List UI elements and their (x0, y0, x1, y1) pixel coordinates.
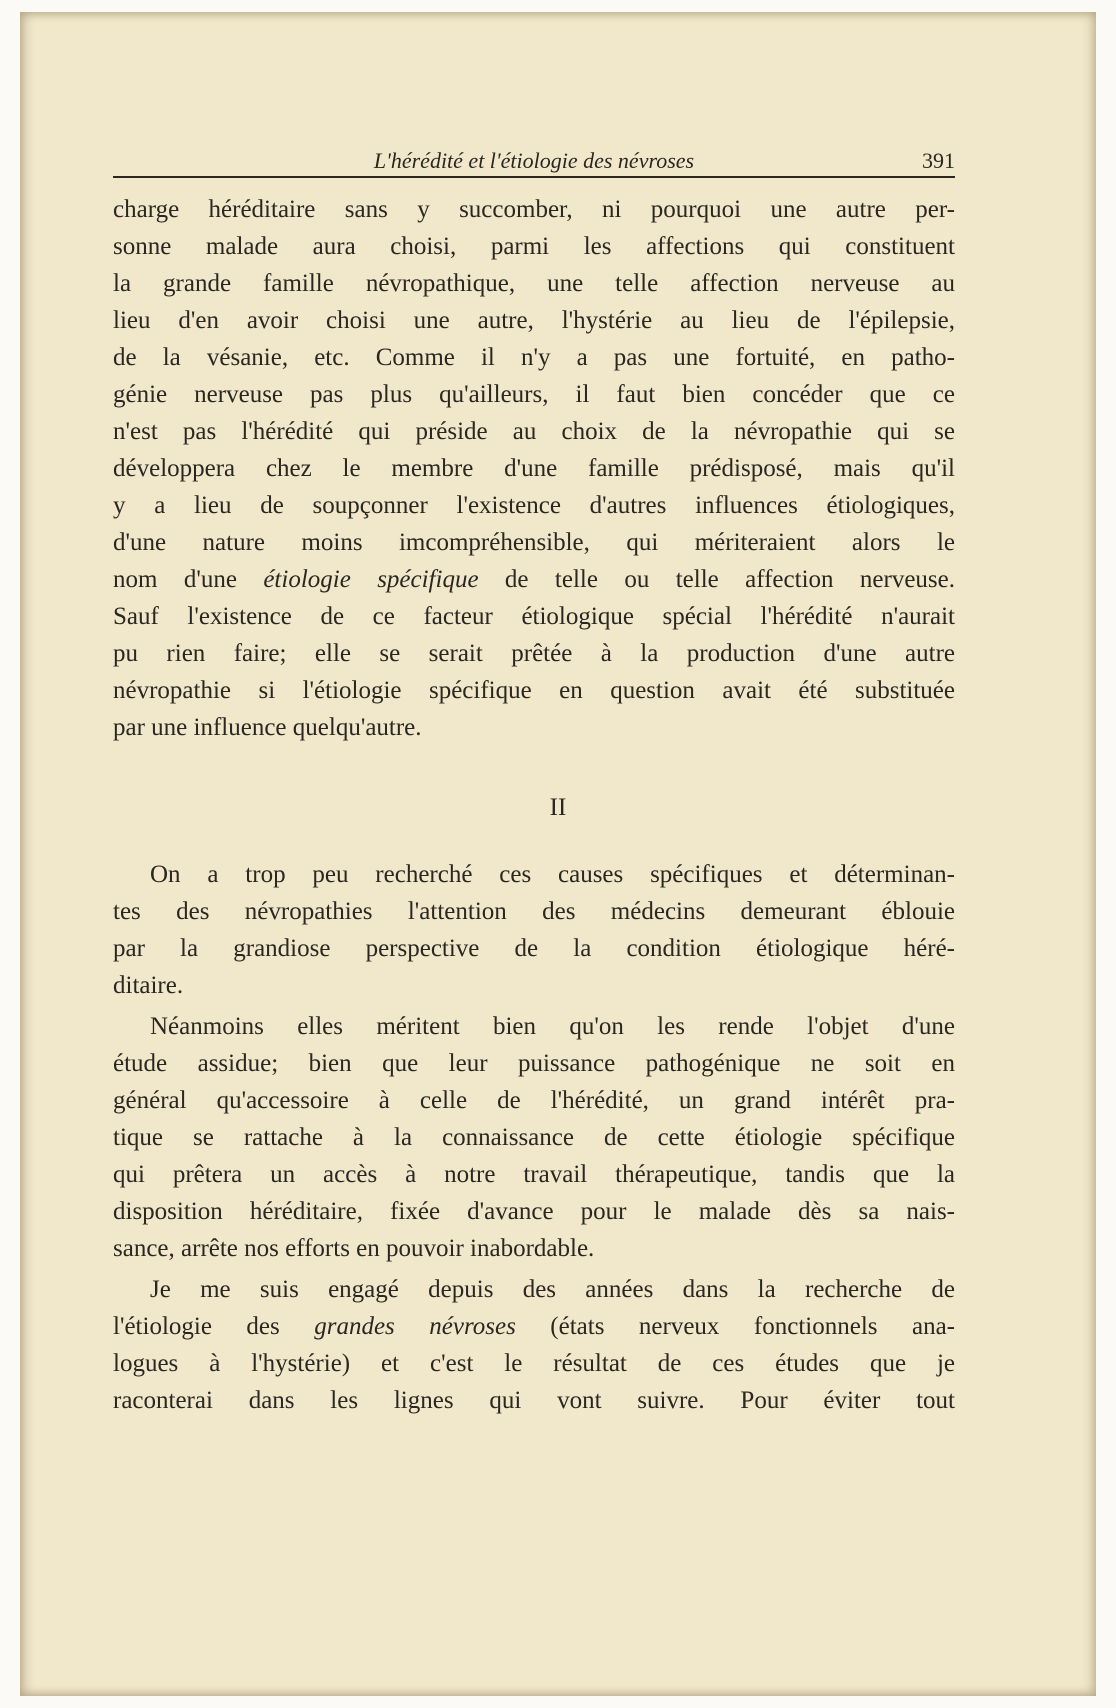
text-line (113, 306, 955, 336)
text-segment: la grande famille névropathique, une telle affection nerveuse au (113, 270, 955, 297)
text-line (113, 1123, 955, 1153)
text-line (113, 491, 955, 521)
italic-term: étiologie spécifique (263, 566, 479, 593)
text-line (113, 417, 955, 447)
text-line (113, 343, 955, 373)
text-segment: ditaire. (113, 972, 184, 999)
text-segment: charge héréditaire sans y succomber, ni pourquoi une autre per- (113, 196, 955, 223)
text-segment: étude assidue; bien que leur puissance pathogénique ne soit en (113, 1050, 955, 1077)
text-line (113, 897, 955, 927)
text-line (113, 195, 955, 225)
text-line (113, 1197, 955, 1227)
text-segment: (états nerveux fonctionnels ana- (515, 1313, 955, 1340)
text-line (113, 269, 955, 299)
text-line (113, 1086, 955, 1116)
text-segment: tique se rattache à la connaissance de cette étiologie spécifique (113, 1124, 955, 1151)
text-segment: général qu'accessoire à celle de l'hérédité, un grand intérêt pra- (113, 1087, 955, 1114)
text-line (113, 565, 955, 595)
text-segment: sonne malade aura choisi, parmi les affections qui constituent (113, 233, 955, 260)
text-line (113, 1234, 955, 1264)
text-segment: n'est pas l'hérédité qui préside au choix de la névropathie qui se (113, 418, 955, 445)
text-segment: l'étiologie des (113, 1313, 315, 1340)
page-number: 391 (922, 148, 955, 173)
text-segment: nom d'une (113, 566, 264, 593)
text-segment: d'une nature moins imcompréhensible, qui mériteraient alors le (113, 529, 955, 556)
text-segment: tes des névropathies l'attention des médecins demeurant éblouie (113, 898, 955, 925)
text-segment: disposition héréditaire, fixée d'avance pour le malade dès sa nais- (113, 1198, 955, 1225)
text-line (113, 232, 955, 262)
text-line (150, 860, 955, 890)
text-line (150, 1275, 955, 1305)
text-line (113, 971, 955, 1001)
text-segment: Je me suis engagé depuis des années dans la recherche de (150, 1276, 955, 1303)
text-line (113, 1349, 955, 1379)
text-line (113, 676, 955, 706)
text-segment: développera chez le membre d'une famille prédisposé, mais qu'il (113, 455, 955, 482)
running-header (113, 150, 955, 178)
text-segment: par une influence quelqu'autre. (113, 714, 422, 741)
text-line (113, 380, 955, 410)
text-segment: par la grandiose perspective de la condition étiologique héré- (113, 935, 955, 962)
text-line (113, 934, 955, 964)
text-segment: de la vésanie, etc. Comme il n'y a pas une fortuité, en patho- (113, 344, 955, 371)
text-line (113, 602, 955, 632)
italic-term: grandes névroses (314, 1313, 516, 1340)
text-segment: qui prêtera un accès à notre travail thérapeutique, tandis que la (113, 1161, 955, 1188)
text-line (113, 528, 955, 558)
text-segment: logues à l'hystérie) et c'est le résultat de ces études que je (113, 1350, 955, 1377)
text-segment: y a lieu de soupçonner l'existence d'autres influences étiologiques, (113, 492, 955, 519)
text-line (113, 1312, 955, 1342)
text-segment: Néanmoins elles méritent bien qu'on les rende l'objet d'une (150, 1013, 955, 1040)
text-segment: raconterai dans les lignes qui vont suivre. Pour éviter tout (113, 1387, 955, 1414)
text-line (113, 713, 955, 743)
text-line (150, 1012, 955, 1042)
text-segment: On a trop peu recherché ces causes spécifiques et déterminan- (150, 861, 955, 888)
text-segment: pu rien faire; elle se serait prêtée à la production d'une autre (113, 640, 955, 667)
text-line (113, 1049, 955, 1079)
text-segment: lieu d'en avoir choisi une autre, l'hystérie au lieu de l'épilepsie, (113, 307, 955, 334)
text-segment: génie nerveuse pas plus qu'ailleurs, il faut bien concéder que ce (113, 381, 955, 408)
book-page (20, 12, 1096, 1696)
text-line (113, 1386, 955, 1416)
text-line (113, 639, 955, 669)
text-line (113, 1160, 955, 1190)
text-segment: de telle ou telle affection nerveuse. (478, 566, 955, 593)
section-heading: II (549, 794, 567, 821)
text-segment: névropathie si l'étiologie spécifique en question avait été substituée (113, 677, 955, 704)
text-line (113, 454, 955, 484)
running-title: L'hérédité et l'étiologie des névroses (373, 148, 695, 173)
text-segment: sance, arrête nos efforts en pouvoir inabordable. (113, 1235, 595, 1262)
text-segment: Sauf l'existence de ce facteur étiologique spécial l'hérédité n'aurait (113, 603, 955, 630)
